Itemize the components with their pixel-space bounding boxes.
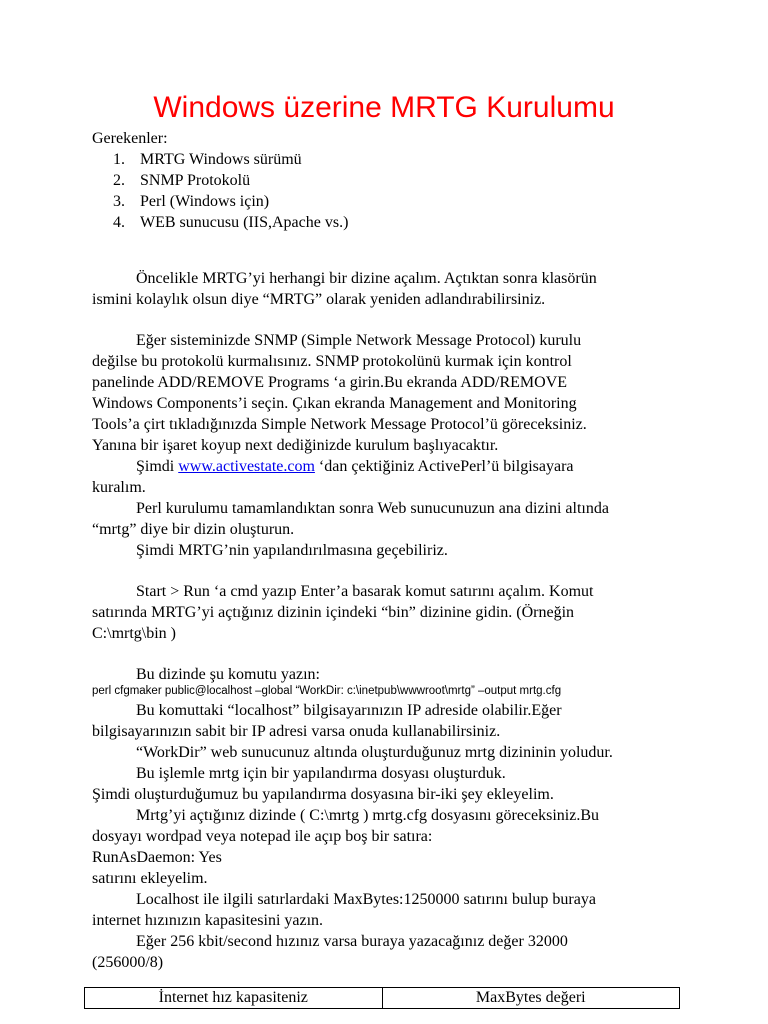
paragraph-line: değilse bu protokolü kurmalısınız. SNMP protokolünü kurmak için kontrol	[92, 353, 572, 370]
paragraph-line: kuralım.	[92, 479, 146, 496]
paragraph-line: Eğer 256 kbit/second hızınız varsa buraya yazacağınız değer 32000	[136, 933, 568, 950]
paragraph-line: Localhost ile ilgili satırlardaki MaxBytes:1250000 satırını bulup buraya	[136, 891, 596, 908]
requirements-heading: Gerekenler:	[92, 130, 168, 147]
list-item: 4. WEB sunucusu (IIS,Apache vs.)	[113, 214, 349, 231]
paragraph-line: ismini kolaylık olsun diye “MRTG” olarak yeniden adlandırabilirsiniz.	[92, 291, 546, 308]
paragraph-line: C:\mrtg\bin )	[92, 625, 176, 642]
paragraph-line: bilgisayarınızın sabit bir IP adresi varsa onuda kullanabilirsiniz.	[92, 723, 501, 740]
paragraph-line: (256000/8)	[92, 954, 164, 971]
list-item: 1. MRTG Windows sürümü	[113, 151, 302, 168]
command-line: perl cfgmaker public@localhost –global “WorkDir: c:\inetpub\wwwroot\mrtg” –output mrtg.cfg	[92, 685, 562, 697]
paragraph-line: Tools’a çirt tıkladığınızda Simple Network Message Protocol’ü göreceksiniz.	[92, 416, 587, 433]
paragraph-line: internet hızınızın kapasitesini yazın.	[92, 912, 324, 929]
paragraph-line: Yanına bir işaret koyup next dediğinizde kurulum başlıyacaktır.	[92, 437, 499, 454]
paragraph-line: Bu işlemle mrtg için bir yapılandırma dosyası oluşturduk.	[136, 765, 506, 782]
activestate-link[interactable]: www.activestate.com	[178, 458, 315, 475]
table-header-cell: İnternet hız kapasiteniz	[85, 988, 383, 1009]
paragraph-line: Şimdi oluşturduğumuz bu yapılandırma dosyasına bir-iki şey ekleyelim.	[92, 786, 554, 803]
table-header-row	[85, 988, 680, 1009]
table-header-cell: MaxBytes değeri	[382, 988, 680, 1009]
list-item: 2. SNMP Protokolü	[113, 172, 251, 189]
paragraph-line: Bu dizinde şu komutu yazın:	[136, 666, 320, 683]
paragraph-line: Perl kurulumu tamamlandıktan sonra Web sunucunuzun ana dizini altında	[136, 500, 609, 517]
paragraph-line: dosyayı wordpad veya notepad ile açıp boş bir satıra:	[92, 828, 433, 845]
paragraph-line: “WorkDir” web sunucunuz altında oluşturduğunuz mrtg dizininin yoludur.	[136, 744, 613, 761]
paragraph-line: RunAsDaemon: Yes	[92, 849, 222, 866]
paragraph-line: Bu komuttaki “localhost” bilgisayarınızın IP adreside olabilir.Eğer	[136, 702, 562, 719]
paragraph-line: Öncelikle MRTG’yi herhangi bir dizine açalım. Açtıktan sonra klasörün	[136, 270, 597, 287]
paragraph-line: satırında MRTG’yi açtığınız dizinin içindeki “bin” dizinine gidin. (Örneğin	[92, 604, 575, 621]
list-item: 3. Perl (Windows için)	[113, 193, 270, 210]
paragraph-line: Start > Run ‘a cmd yazıp Enter’a basarak komut satırını açalım. Komut	[136, 583, 594, 600]
bandwidth-table	[84, 987, 680, 1009]
paragraph-line: panelinde ADD/REMOVE Programs ‘a girin.Bu ekranda ADD/REMOVE	[92, 374, 568, 391]
document-title: Windows üzerine MRTG Kurulumu	[153, 91, 615, 124]
paragraph-line: satırını ekleyelim.	[92, 870, 208, 887]
paragraph-line: Eğer sisteminizde SNMP (Simple Network Message Protocol) kurulu	[136, 332, 582, 349]
paragraph-line: Şimdi www.activestate.com ‘dan çektiğiniz ActivePerl’ü bilgisayara	[136, 458, 574, 475]
paragraph-line: Mrtg’yi açtığınız dizinde ( C:\mrtg ) mrtg.cfg dosyasını göreceksiniz.Bu	[136, 807, 600, 824]
paragraph-line: Şimdi MRTG’nin yapılandırılmasına geçebiliriz.	[136, 542, 448, 559]
paragraph-line: “mrtg” diye bir dizin oluşturun.	[92, 521, 295, 538]
paragraph-line: Windows Components’i seçin. Çıkan ekranda Management and Monitoring	[92, 395, 577, 412]
